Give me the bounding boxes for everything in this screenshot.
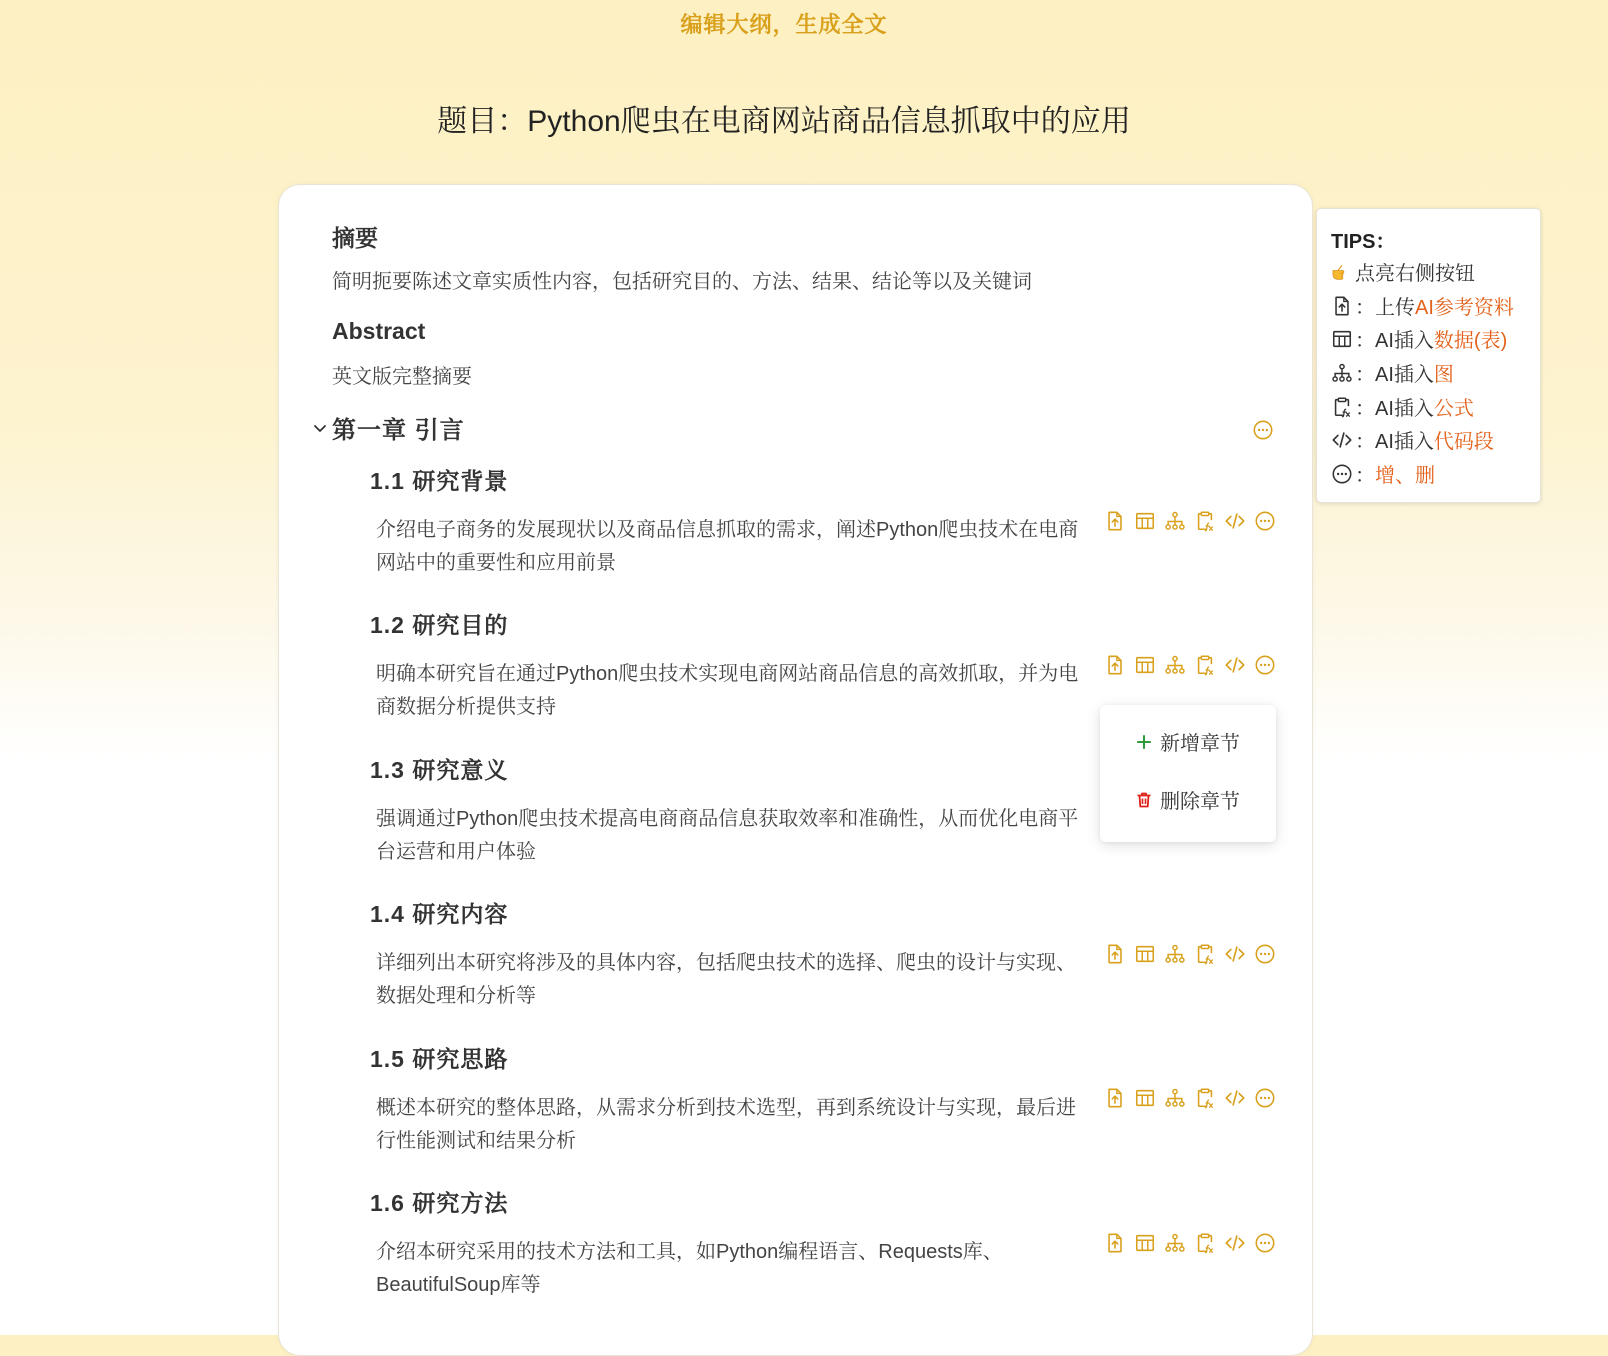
section-item xyxy=(370,753,1082,869)
section-description[interactable]: 介绍本研究采用的技术方法和工具，如Python编程语言、Requests库、BeautifulSoup库等 xyxy=(376,1241,1003,1296)
insert-formula-icon[interactable] xyxy=(1194,654,1216,676)
tips-row-highlight: 数据(表) xyxy=(1433,330,1508,352)
insert-code-icon[interactable] xyxy=(1224,1232,1246,1254)
section-item xyxy=(370,608,1082,724)
chapter-header xyxy=(312,410,465,445)
insert-diagram-icon[interactable] xyxy=(1164,654,1186,676)
tips-row xyxy=(1331,324,1507,353)
add-section-button[interactable] xyxy=(1134,727,1240,756)
tips-row-prefix: ：AI插入 xyxy=(1355,398,1434,420)
tips-row xyxy=(1331,459,1435,488)
more-icon[interactable] xyxy=(1254,510,1276,532)
insert-formula-icon[interactable] xyxy=(1194,1232,1216,1254)
section-item xyxy=(370,1042,1082,1158)
section-description[interactable]: 详细列出本研究将涉及的具体内容，包括爬虫技术的选择、爬虫的设计与实现、数据处理和分析等 xyxy=(376,952,1076,1007)
abstract-cn-heading: 摘要 xyxy=(332,225,378,251)
section-item xyxy=(370,897,1082,1013)
pointing-hand-icon xyxy=(1331,261,1353,283)
section-action-menu xyxy=(1100,705,1276,842)
upload-file-icon[interactable] xyxy=(1104,1087,1126,1109)
section-item xyxy=(370,1186,1082,1302)
more-icon[interactable] xyxy=(1254,654,1276,676)
tips-panel xyxy=(1316,208,1541,503)
upload-file-icon[interactable] xyxy=(1104,510,1126,532)
delete-section-button[interactable] xyxy=(1134,785,1240,814)
section-description[interactable]: 概述本研究的整体思路，从需求分析到技术选型，再到系统设计与实现，最后进行性能测试和结果分析 xyxy=(376,1097,1076,1152)
table-icon xyxy=(1331,328,1353,350)
tips-row xyxy=(1331,392,1474,421)
insert-code-icon[interactable] xyxy=(1224,654,1246,676)
insert-code-icon[interactable] xyxy=(1224,1087,1246,1109)
insert-table-icon[interactable] xyxy=(1134,1232,1156,1254)
tips-row-highlight: AI参考资料 xyxy=(1415,297,1514,319)
insert-table-icon[interactable] xyxy=(1134,510,1156,532)
section-item xyxy=(370,464,1082,580)
more-icon xyxy=(1331,463,1353,485)
insert-diagram-icon[interactable] xyxy=(1164,1087,1186,1109)
upload-file-icon[interactable] xyxy=(1104,654,1126,676)
section-toolbar xyxy=(1104,654,1276,676)
insert-code-icon[interactable] xyxy=(1224,510,1246,532)
tips-row-prefix: ：AI插入 xyxy=(1355,364,1434,386)
tips-title: TIPS： xyxy=(1331,231,1396,253)
section-toolbar xyxy=(1104,510,1276,532)
formula-icon xyxy=(1331,396,1353,418)
tips-row xyxy=(1331,425,1494,454)
page-header-title: 编辑大纲，生成全文 xyxy=(680,12,888,37)
more-icon[interactable] xyxy=(1254,1087,1276,1109)
abstract-cn-desc: 简明扼要陈述文章实质性内容，包括研究目的、方法、结果、结论等以及关键词 xyxy=(332,271,1032,293)
code-icon xyxy=(1331,429,1353,451)
tips-row-prefix: ： xyxy=(1355,465,1375,487)
insert-code-icon[interactable] xyxy=(1224,943,1246,965)
section-toolbar xyxy=(1104,1087,1276,1109)
upload-file-icon[interactable] xyxy=(1104,943,1126,965)
chapter-title: 第一章 引言 xyxy=(332,417,465,444)
plus-icon xyxy=(1134,732,1154,752)
tips-row-prefix: ：上传 xyxy=(1355,297,1415,319)
more-icon[interactable] xyxy=(1254,943,1276,965)
section-title[interactable]: 1.2 研究目的 xyxy=(370,612,509,638)
insert-diagram-icon[interactable] xyxy=(1164,943,1186,965)
tips-row-prefix: ：AI插入 xyxy=(1355,431,1434,453)
section-description[interactable]: 介绍电子商务的发展现状以及商品信息抓取的需求，阐述Python爬虫技术在电商网站中的重要性和应用前景 xyxy=(376,519,1079,574)
section-toolbar xyxy=(1104,1232,1276,1254)
trash-icon xyxy=(1134,790,1154,810)
chevron-down-icon[interactable] xyxy=(312,420,328,436)
section-title[interactable]: 1.3 研究意义 xyxy=(370,757,509,783)
insert-diagram-icon[interactable] xyxy=(1164,1232,1186,1254)
upload-file-icon xyxy=(1331,295,1353,317)
section-title[interactable]: 1.4 研究内容 xyxy=(370,901,509,927)
insert-formula-icon[interactable] xyxy=(1194,1087,1216,1109)
insert-table-icon[interactable] xyxy=(1134,654,1156,676)
abstract-en-heading: Abstract xyxy=(332,318,426,344)
insert-table-icon[interactable] xyxy=(1134,1087,1156,1109)
section-title[interactable]: 1.5 研究思路 xyxy=(370,1046,509,1072)
tips-row xyxy=(1331,358,1454,387)
delete-section-label: 删除章节 xyxy=(1160,791,1240,813)
section-toolbar xyxy=(1104,943,1276,965)
section-title[interactable]: 1.1 研究背景 xyxy=(370,468,509,494)
insert-table-icon[interactable] xyxy=(1134,943,1156,965)
tips-row-highlight: 公式 xyxy=(1433,398,1474,420)
section-description[interactable]: 强调通过Python爬虫技术提高电商商品信息获取效率和准确性，从而优化电商平台运营和用户体验 xyxy=(376,808,1079,863)
tips-row-highlight: 增、删 xyxy=(1375,465,1435,487)
insert-formula-icon[interactable] xyxy=(1194,943,1216,965)
insert-formula-icon[interactable] xyxy=(1194,510,1216,532)
add-section-label: 新增章节 xyxy=(1160,733,1240,755)
tips-hint xyxy=(1331,257,1475,286)
more-icon[interactable] xyxy=(1254,1232,1276,1254)
tips-row-highlight: 图 xyxy=(1433,364,1454,386)
tips-hint-text: 点亮右侧按钮 xyxy=(1355,263,1475,285)
tips-row-prefix: ：AI插入 xyxy=(1355,330,1434,352)
abstract-en-desc: 英文版完整摘要 xyxy=(332,366,472,388)
tips-row-highlight: 代码段 xyxy=(1433,431,1494,453)
paper-title: 题目：Python爬虫在电商网站商品信息抓取中的应用 xyxy=(437,105,1131,138)
section-title[interactable]: 1.6 研究方法 xyxy=(370,1190,509,1216)
tips-row xyxy=(1331,291,1514,320)
chapter-more-icon[interactable] xyxy=(1252,419,1274,441)
upload-file-icon[interactable] xyxy=(1104,1232,1126,1254)
section-description[interactable]: 明确本研究旨在通过Python爬虫技术实现电商网站商品信息的高效抓取，并为电商数据分析提供支持 xyxy=(376,663,1079,718)
insert-diagram-icon[interactable] xyxy=(1164,510,1186,532)
diagram-icon xyxy=(1331,362,1353,384)
